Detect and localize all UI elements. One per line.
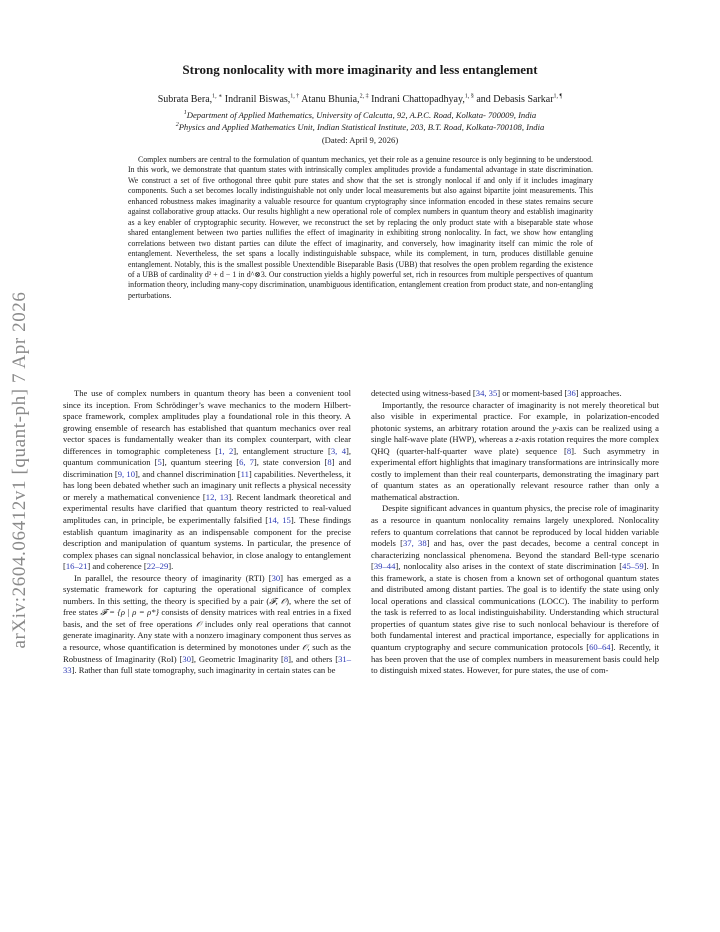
citation-link[interactable]: 11 <box>240 468 249 479</box>
body-text: The use of complex numbers in quantum theory has been a convenient tool since its inception. From Schrödinger’s wave mechanics to the modern Hilbert-space framework, complex amplitudes play a foundational role in this theory. A growing ensemble of research has established that quantum mechanics over real vector spaces is fundamentally weaker than its complex counterpart, with clear differences in tomographic completeness [ <box>63 388 351 456</box>
body-text: ], nonlocality also arises in the context of state discrimination [ <box>395 561 623 572</box>
arxiv-side-label <box>0 250 40 690</box>
citation-link[interactable]: 8 <box>327 457 332 468</box>
body-paragraph <box>63 388 351 573</box>
body-text: ), where the set of free states <box>63 595 351 618</box>
body-text: -axis rotation requires the more complex QHQ (quarter-half-quarter wave plate) sequence [ <box>371 434 659 456</box>
body-text: includes only real operations that cannot generate imaginarity. Any state with a nonzero imaginary component thus serves as a resource, whose quantification is determined by monotones under <box>63 618 352 653</box>
paper-title: Strong nonlocality with more imaginarity and less entanglement <box>182 62 538 77</box>
author: Subrata Bera, <box>157 94 213 105</box>
author: Indranil Biswas, <box>224 94 291 105</box>
citation-link[interactable]: 36 <box>567 388 576 398</box>
author-mark: 1, § <box>464 93 474 100</box>
citation-link[interactable]: 16–21 <box>65 561 88 572</box>
body-text: detected using witness-based [ <box>371 388 476 398</box>
body-paragraph <box>63 573 351 677</box>
citation-link[interactable]: 6, 7 <box>239 457 254 468</box>
body-text: Despite significant advances in quantum physics, the precise role of imaginarity as a resource in quantum nonlocality remains largely unexplored. Nonlocality refers to quantum correlations that cannot be reproduced by local hidden variable models [ <box>371 503 659 549</box>
citation-link[interactable]: 37, 38 <box>402 538 427 549</box>
body-text: ], Geometric Imaginarity [ <box>191 653 284 664</box>
citation-link[interactable]: 12, 13 <box>205 491 229 502</box>
body-paragraph <box>371 503 659 676</box>
author: Atanu Bhunia, <box>301 94 360 105</box>
math-expression: z <box>515 434 519 445</box>
citation-link[interactable]: 3, 4 <box>330 445 346 456</box>
affiliation-text: Department of Applied Mathematics, University of Calcutta, 92, A.P.C. Road, Kolkata- 700009, India <box>186 110 537 120</box>
author-mark: 1, ∗ <box>212 93 223 100</box>
math-expression: 𝒪 <box>302 642 308 653</box>
body-text: ], quantum communication [ <box>63 445 352 468</box>
affiliation-2 <box>60 122 660 132</box>
math-expression: y <box>552 422 557 433</box>
affiliation-mark: 1 <box>183 110 187 117</box>
citation-link[interactable]: 5 <box>157 457 162 468</box>
citation-link[interactable]: 8 <box>283 653 289 664</box>
body-text: ], state conversion [ <box>253 457 328 468</box>
citation-link[interactable]: 31–33 <box>63 653 351 676</box>
body-text: consists of density matrices with real entries in a fixed basis, and the set of free operations <box>63 607 351 629</box>
citation-link[interactable]: 22–29 <box>146 561 169 572</box>
abstract: Complex numbers are central to the formulation of quantum mechanics, yet their role as a genuine resource is only beginning to be understood. In this work, we demonstrate that quantum states with intrinsically complex amplitudes provide a fundamental advantage in state discrimination. We construct a set of five orthogonal three qubit pure states and show that the set is strongly nonlocal if and only if it includes imaginary components. Such a set becomes locally indistinguishable not only under local measurements but also against bipartite joint measurements. This enhanced robustness makes imaginarity a valuable resource for quantum cryptography since information encoded in these states remains secure against collaborative group attacks. Our results highlight a new operational role of complex numbers in quantum theory and establish imaginarity as a key enabler of cryptographic security. However, we reconstruct the set by replacing the only product state with a biseparable state whose shared entanglement between two parties nullifies the effect of imaginarity in exhibiting strong nonlocality. In fact, we show how entangling correlations between two distant parties can dilute the effect of imaginarity, and conversely, how imaginarity itself can mimic the role of entanglement. Nevertheless, the set spans a locally indistinguishable subspace, while its complement, in turn, produces distillable genuine entanglement. Notably, this is the smallest possible Unextendible Biseparable Basis (UBB) that resolves the open problem regarding the existence of a UBB of cardinality d² + d − 1 in d^⊗3. Our construction yields a highly powerful set, rich in resources from multiple perspectives of quantum information theory, including many-copy discrimination, unambiguous identification, entanglement creation from product state, and non-entangling perturbations. <box>128 155 593 300</box>
arxiv-identifier: arXiv:2604.06412v1 [quant-ph] 7 Apr 2026 <box>9 291 30 649</box>
math-expression: 𝓕 = {ρ | ρ = ρ*} <box>100 607 159 618</box>
body-paragraph <box>371 388 659 400</box>
math-expression: 𝓕, 𝒪 <box>269 595 287 606</box>
body-text: ], entanglement structure [ <box>233 445 331 456</box>
body-text: ], and channel discrimination [ <box>135 468 241 479</box>
author-mark: 2, ‡ <box>359 93 369 100</box>
body-text: ] and discrimination [ <box>63 457 351 479</box>
citation-link[interactable]: 9, 10 <box>117 468 136 479</box>
body-text: ]. Recent landmark theoretical and experimental results have clarified that quantum theory restricted to real-valued amplitudes can, in principle, be experimentally falsified [ <box>63 491 352 526</box>
math-expression: 𝒪 <box>195 618 202 629</box>
body-text: ]. In this framework, a state is chosen from a known set of orthogonal quantum states and distributed among distant parties. The goal is to identify the state using only local operations and classical communications (LOCC). The inability to perform the task is referred to as local indistinguishability. Understanding which structural properties of quantum states give rise to such nonlocal behaviour is therefore of both fundamental interest and practical importance, especially for applications in quantum cryptography and secure communication protocols [ <box>371 561 659 653</box>
citation-link[interactable]: 34, 35 <box>475 388 498 398</box>
citation-link[interactable]: 8 <box>566 445 572 456</box>
affiliation-1 <box>60 110 660 120</box>
body-text: ], and others [ <box>288 653 339 664</box>
citation-link[interactable]: 30 <box>271 572 281 583</box>
body-text: ]. These findings establish quantum imaginarity as an indispensable component for the precise description and manipulation of quantum systems. In particular, the presence of complex phases can signal nonclassical behavior, in close analogy to entanglement [ <box>63 515 352 572</box>
body-text: , such as the Robustness of Imaginarity (RoI) [ <box>63 642 351 664</box>
citation-link[interactable]: 30 <box>182 653 191 664</box>
date-line: (Dated: April 9, 2026) <box>321 135 399 145</box>
affiliation-mark: 2 <box>175 122 179 129</box>
author-list <box>60 94 660 105</box>
body-text: ], quantum steering [ <box>161 457 240 468</box>
citation-link[interactable]: 45–59 <box>622 561 644 572</box>
author: Indrani Chattopadhyay, <box>371 94 465 105</box>
body-text: ]. Such asymmetry in experimental effort highlights that imaginary transformations are intrinsically more costly to implement than their real counterparts, demonstrating the imaginary part of quantum states as an operationally relevant resource rather than only a mathematical abstraction. <box>371 445 659 502</box>
body-text: ]. <box>168 561 174 572</box>
body-text: ] and has, over the past decades, become a central concept in characterizing nonclassical phenomena. Beyond the standard Bell-type scenario [ <box>371 538 660 572</box>
body-text: ] capabilities. Nevertheless, it has long been debated whether such an imaginary unit reflects a physical necessity or merely a mathematical convenience [ <box>63 468 352 502</box>
body-text: ] and coherence [ <box>87 561 147 572</box>
citation-link[interactable]: 1, 2 <box>218 445 234 456</box>
author-mark: 1, ¶ <box>553 93 563 100</box>
body-text: ] or moment-based [ <box>497 388 568 398</box>
citation-link[interactable]: 39–44 <box>373 561 396 572</box>
body-column-left <box>63 388 351 677</box>
body-text: ]. Rather than full state tomography, such imaginarity in certain states can be <box>71 665 336 676</box>
body-text: Importantly, the resource character of imaginarity is not merely theoretical but also visible in experimental practice. For example, in polarization-encoded photonic systems, an arbitrary rotation around the <box>371 399 659 433</box>
author: and Debasis Sarkar <box>476 94 554 105</box>
body-text: -axis can be realized using a single half-wave plate (HWP), whereas a <box>371 422 659 445</box>
citation-link[interactable]: 60–64 <box>589 642 611 653</box>
body-text: In parallel, the resource theory of imaginarity (RTI) [ <box>74 572 272 583</box>
body-text: ]. Recently, it has been proven that the use of complex numbers in measurement basis could help to distinguish mixed states. However, for pure states, the use of com- <box>371 642 659 676</box>
affiliation-text: Physics and Applied Mathematics Unit, Indian Statistical Institute, 203, B.T. Road, Kolkata-700108, India <box>178 122 545 132</box>
body-column-right <box>371 388 659 677</box>
citation-link[interactable]: 14, 15 <box>268 515 291 526</box>
body-text: ] has emerged as a systematic framework for capturing the operational significance of complex numbers. In this setting, the theory is specified by a pair ( <box>63 572 351 606</box>
body-text: ] approaches. <box>575 388 622 398</box>
author-mark: 1, † <box>290 93 300 100</box>
body-paragraph <box>371 400 659 504</box>
